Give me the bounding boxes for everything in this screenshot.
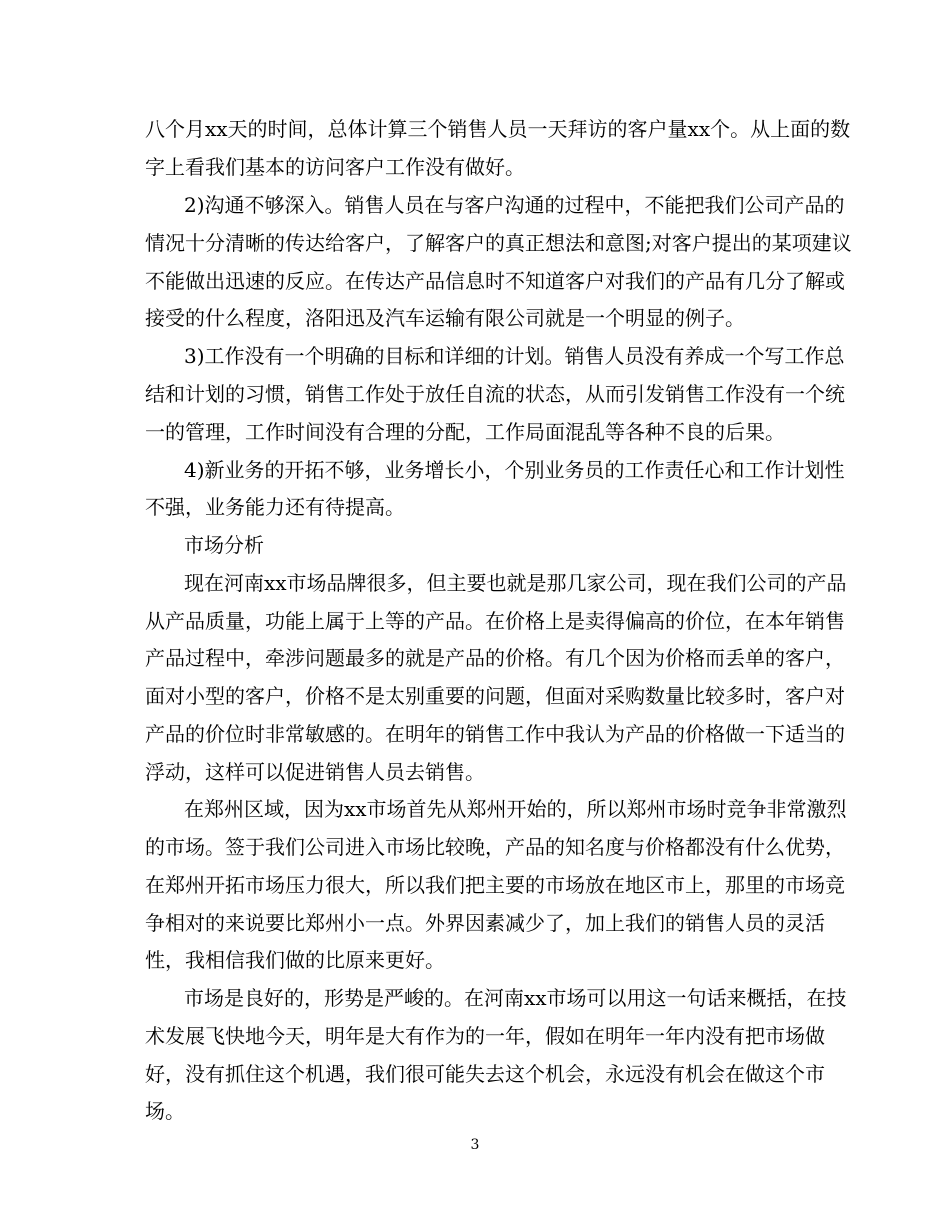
text-line: 在郑州开拓市场压力很大，所以我们把主要的市场放在地区市上，那里的市场竞 — [145, 873, 845, 897]
text-line: 术发展飞快地今天，明年是大有作为的一年，假如在明年一年内没有把市场做 — [145, 1024, 825, 1048]
text-line: 不强，业务能力还有待提高。 — [145, 495, 405, 519]
text-line: 字上看我们基本的访问客户工作没有做好。 — [145, 155, 525, 179]
text-line: 2)沟通不够深入。销售人员在与客户沟通的过程中，不能把我们公司产品的 — [184, 193, 845, 217]
text-line: 现在河南xx市场品牌很多，但主要也就是那几家公司，现在我们公司的产品 — [184, 571, 847, 595]
text-line: 一的管理，工作时间没有合理的分配，工作局面混乱等各种不良的后果。 — [145, 420, 785, 444]
text-line: 场。 — [145, 1099, 185, 1123]
text-line: 情况十分清晰的传达给客户，了解客户的真正想法和意图;对客户提出的某项建议 — [145, 231, 852, 255]
text-line: 争相对的来说要比郑州小一点。外界因素减少了，加上我们的销售人员的灵活 — [145, 911, 825, 935]
text-line: 产品的价位时非常敏感的。在明年的销售工作中我认为产品的价格做一下适当的 — [145, 722, 845, 746]
text-line: 市场是良好的，形势是严峻的。在河南xx市场可以用这一句话来概括，在技 — [184, 986, 847, 1010]
text-line: 4)新业务的开拓不够，业务增长小，个别业务员的工作责任心和工作计划性 — [184, 458, 845, 482]
text-line: 浮动，这样可以促进销售人员去销售。 — [145, 760, 485, 784]
text-line: 产品过程中，牵涉问题最多的就是产品的价格。有几个因为价格而丢单的客户， — [145, 646, 845, 670]
text-line: 八个月xx天的时间，总体计算三个销售人员一天拜访的客户量xx个。从上面的数 — [145, 117, 851, 141]
text-line: 3)工作没有一个明确的目标和详细的计划。销售人员没有养成一个写工作总 — [184, 344, 845, 368]
page-number: 3 — [470, 1137, 480, 1153]
text-line: 从产品质量，功能上属于上等的产品。在价格上是卖得偏高的价位，在本年销售 — [145, 609, 845, 633]
text-line: 在郑州区域，因为xx市场首先从郑州开始的，所以郑州市场时竞争非常激烈 — [184, 797, 847, 821]
text-line: 好，没有抓住这个机遇，我们很可能失去这个机会，永远没有机会在做这个市 — [145, 1062, 825, 1086]
text-line: 接受的什么程度，洛阳迅及汽车运输有限公司就是一个明显的例子。 — [145, 306, 745, 330]
text-line: 的市场。签于我们公司进入市场比较晚，产品的知名度与价格都没有什么优势， — [145, 835, 845, 859]
text-line: 结和计划的习惯，销售工作处于放任自流的状态，从而引发销售工作没有一个统 — [145, 382, 845, 406]
text-line: 性，我相信我们做的比原来更好。 — [145, 948, 445, 972]
text-line: 不能做出迅速的反应。在传达产品信息时不知道客户对我们的产品有几分了解或 — [145, 269, 845, 293]
section-heading: 市场分析 — [184, 533, 264, 557]
text-line: 面对小型的客户，价格不是太别重要的问题，但面对采购数量比较多时，客户对 — [145, 684, 845, 708]
